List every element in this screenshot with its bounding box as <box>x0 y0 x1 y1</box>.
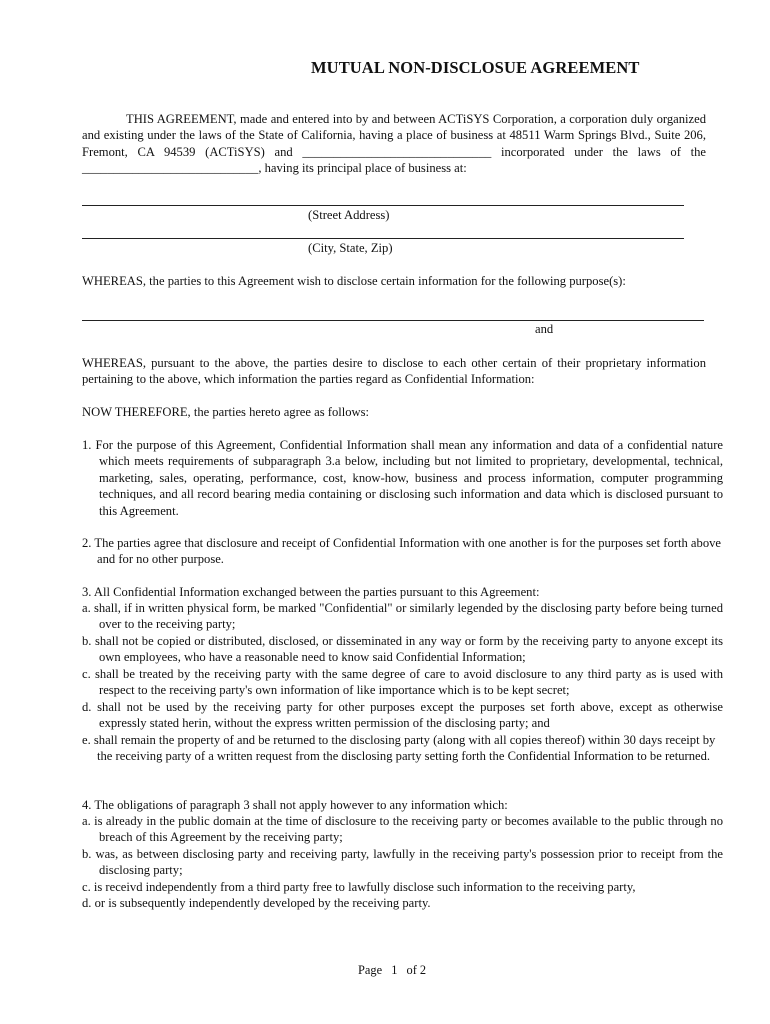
clause-3-heading: 3. All Confidential Information exchanged between the parties pursuant to this Agreement: <box>82 585 540 599</box>
clause-3-a: a. shall, if in written physical form, be marked "Confidential" or similarly legended by the disclosing party before being turned over to the receiving party; <box>82 601 723 632</box>
city-state-zip-caption: (City, State, Zip) <box>308 241 393 255</box>
and-text: and <box>535 322 554 336</box>
clause-4-heading: 4. The obligations of paragraph 3 shall not apply however to any information which: <box>82 798 508 812</box>
street-address-caption: (Street Address) <box>308 208 390 222</box>
whereas-purpose-paragraph: WHEREAS, the parties to this Agreement wish to disclose certain information for the following purpose(s): <box>82 274 626 288</box>
clause-3-c: c. shall be treated by the receiving party with the same degree of care to avoid disclosure to any third party as is used with respect to the receiving party's own information of like importance which is to be kept secret; <box>82 667 723 698</box>
page-total: of 2 <box>406 963 427 977</box>
intro-text-part2: incorporated under the laws of the ____________________________, having its principal place of business at: <box>82 144 706 176</box>
page-label: Page <box>358 963 383 977</box>
clause-3-d: d. shall not be used by the receiving party for other purposes except the purposes set forth above, except as otherwise expressly stated herin, without the express written permission of the disclosing party; and <box>82 700 723 731</box>
clause-4-b: b. was, as between disclosing party and receiving party, lawfully in the receiving party's possession prior to receipt from the disclosing party; <box>82 847 723 878</box>
now-therefore-paragraph: NOW THEREFORE, the parties hereto agree as follows: <box>82 405 370 419</box>
page-footer <box>358 963 432 978</box>
purpose-line <box>82 320 704 321</box>
clause-4-c: c. is receivd independently from a third party free to lawfully disclose such information to the receiving party, <box>82 880 636 894</box>
page-number: 1 <box>391 963 398 977</box>
clause-4-a: a. is already in the public domain at the time of disclosure to the receiving party or becomes available to the public through no breach of this Agreement by the receiving party; <box>82 814 723 845</box>
intro-paragraph <box>82 111 706 177</box>
street-address-line <box>82 205 684 206</box>
clause-3-b: b. shall not be copied or distributed, disclosed, or disseminated in any way or form by the receiving party to anyone except its own employees, who have a reasonable need to know said Confidential Information; <box>82 634 723 665</box>
clause-2: 2. The parties agree that disclosure and receipt of Confidential Information with one another is for the purposes set forth above and for no other purpose. <box>82 536 721 567</box>
city-state-zip-line <box>82 238 684 239</box>
intro-text-part1: THIS AGREEMENT, made and entered into by and between ACTiSYS Corporation, a corporation duly organized and existing under the laws of the State of California, having a place of business at 48511 Warm Springs Blvd., Suite 206, Fremont, CA 94539 (ACTiSYS) and ______________________________ <box>82 112 706 159</box>
clause-4-d: d. or is subsequently independently developed by the receiving party. <box>82 896 431 910</box>
whereas-confidential-paragraph: WHEREAS, pursuant to the above, the parties desire to disclose to each other certain of their proprietary information pertaining to the above, which information the parties regard as Confidential Information: <box>82 356 706 387</box>
clause-3-e: e. shall remain the property of and be returned to the disclosing party (along with all copies thereof) within 30 days receipt by the receiving party of a written request from the disclosing party setting forth the Confidential Information to be returned. <box>82 733 716 764</box>
clause-1: 1. For the purpose of this Agreement, Confidential Information shall mean any information and data of a confidential nature which meets requirements of subparagraph 3.a below, including but not limited to proprietary, developmental, technical, marketing, sales, operating, performance, cost, know-how, business and process information, computer programming techniques, and all record bearing media containing or disclosing such information and data which is disclosed pursuant to this Agreement. <box>82 438 723 518</box>
document-title: MUTUAL NON-DISCLOSUE AGREEMENT <box>311 58 640 77</box>
